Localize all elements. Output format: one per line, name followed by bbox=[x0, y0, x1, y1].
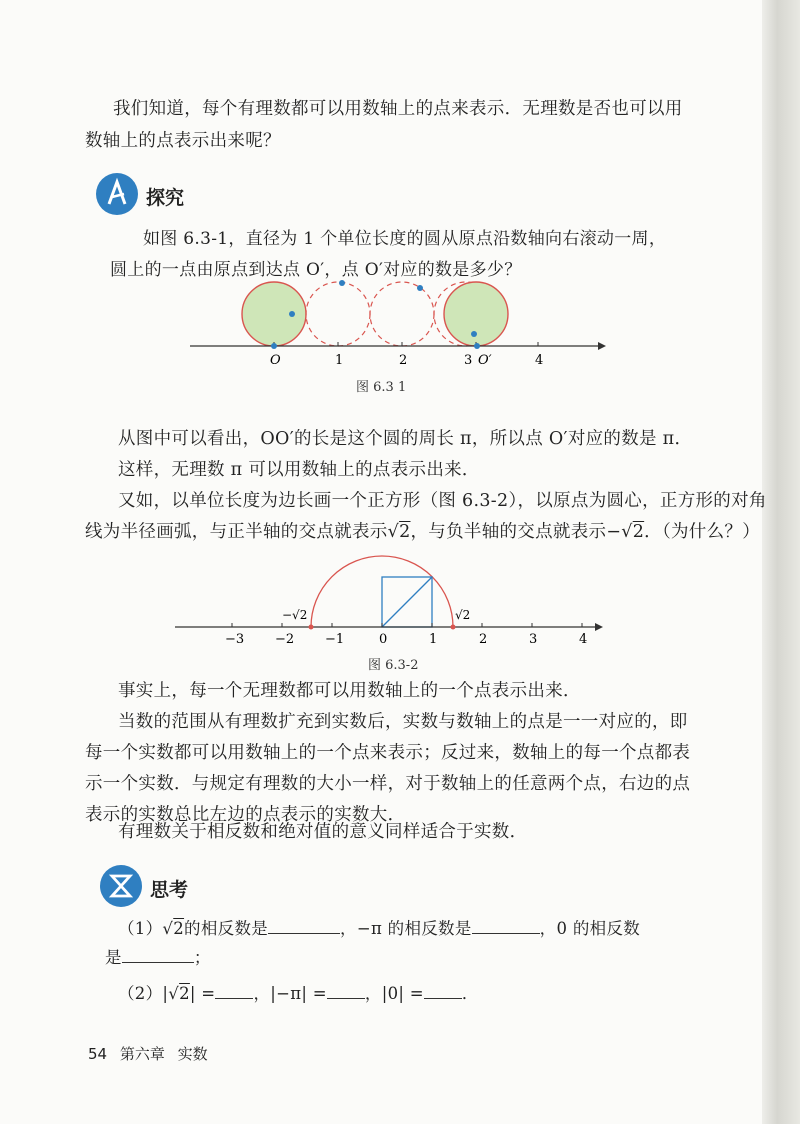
start-circle bbox=[242, 282, 306, 346]
tick-label-3: 3 bbox=[464, 353, 473, 368]
topic-label: 实数 bbox=[177, 1045, 208, 1063]
sqrt2-figure bbox=[170, 555, 610, 647]
answer-blank-1[interactable] bbox=[268, 915, 340, 934]
explore-title: 探究 bbox=[146, 187, 185, 209]
svg-text:−1: −1 bbox=[325, 632, 345, 647]
think-icon bbox=[100, 865, 142, 907]
svg-text:4: 4 bbox=[579, 632, 588, 647]
explore-question-line-2: 圆上的一点由原点到达点 O′，点 O′对应的数是多少？ bbox=[110, 260, 522, 280]
body-line-4: 示一个实数．与规定有理数的大小一样，对于数轴上的任意两个点，右边的点 bbox=[85, 774, 691, 794]
intro-line-2: 数轴上的点表示出来呢？ bbox=[85, 131, 281, 151]
chapter-label: 第六章 bbox=[119, 1045, 165, 1063]
body-line-5: 表示的实数总比左边的点表示的实数大． bbox=[85, 805, 406, 825]
para-line-3: 又如，以单位长度为边长画一个正方形（图 6.3-2），以原点为圆心，正方形的对角 bbox=[118, 491, 767, 511]
axis-arrow bbox=[598, 342, 606, 350]
tick-label-o: O bbox=[270, 353, 281, 368]
endpoint-o-prime bbox=[474, 343, 480, 349]
endpoint-label: O′ bbox=[478, 353, 492, 368]
answer-blank-4[interactable] bbox=[215, 980, 253, 999]
tick-label-4: 4 bbox=[535, 353, 544, 368]
explore-icon bbox=[96, 173, 138, 215]
svg-text:−3: −3 bbox=[225, 632, 245, 647]
rolling-circle-figure bbox=[180, 278, 610, 378]
para-line-4: 线为半径画弧，与正半轴的交点就表示√2，与负半轴的交点就表示−√2．（为什么？） bbox=[85, 522, 761, 542]
page-edge-shadow bbox=[762, 0, 800, 1124]
answer-blank-5[interactable] bbox=[327, 980, 365, 999]
answer-blank-2[interactable] bbox=[472, 915, 540, 934]
svg-text:2: 2 bbox=[479, 632, 488, 647]
para-line-2: 这样，无理数 π 可以用数轴上的点表示出来． bbox=[118, 460, 480, 480]
answer-blank-3[interactable] bbox=[122, 944, 194, 963]
body-line-3: 每一个实数都可以用数轴上的一个点来表示；反过来，数轴上的每一个点都表 bbox=[85, 743, 691, 763]
square-diagonal bbox=[382, 577, 432, 627]
svg-text:1: 1 bbox=[429, 632, 438, 647]
body-line-1: 事实上，每一个无理数都可以用数轴上的一个点表示出来． bbox=[118, 681, 581, 701]
end-circle bbox=[444, 282, 508, 346]
think-question-1: （1）√2的相反数是 ，−π 的相反数是 ，0 的相反数 bbox=[118, 915, 640, 943]
explore-question-line-1: 如图 6.3-1，直径为 1 个单位长度的圆从原点沿数轴向右滚动一周， bbox=[143, 229, 667, 249]
think-title: 思考 bbox=[150, 879, 189, 901]
figure-2-caption: 图 6.3-2 bbox=[368, 658, 419, 673]
neg-sqrt2-label: −√2 bbox=[282, 608, 308, 622]
body-line-2: 当数的范围从有理数扩充到实数后，实数与数轴上的点是一一对应的，即 bbox=[118, 712, 688, 732]
pos-sqrt2-label: √2 bbox=[455, 608, 471, 622]
svg-text:0: 0 bbox=[379, 632, 388, 647]
intro-line-1: 我们知道，每个有理数都可以用数轴上的点来表示．无理数是否也可以用 bbox=[113, 99, 683, 119]
svg-text:3: 3 bbox=[529, 632, 538, 647]
body-line-6: 有理数关于相反数和绝对值的意义同样适合于实数． bbox=[118, 822, 528, 842]
para-line-1: 从图中可以看出，OO′的长是这个圆的周长 π，所以点 O′对应的数是 π． bbox=[118, 429, 693, 449]
figure-1-caption: 图 6.3 1 bbox=[356, 380, 407, 395]
answer-blank-6[interactable] bbox=[424, 980, 462, 999]
page-footer bbox=[88, 1043, 208, 1064]
tick-label-1: 1 bbox=[335, 353, 344, 368]
svg-text:−2: −2 bbox=[275, 632, 295, 647]
rolling-circle-3 bbox=[370, 282, 434, 346]
think-question-1-cont: 是 ； bbox=[105, 944, 211, 972]
rolling-circle-2 bbox=[306, 282, 370, 346]
tick-label-2: 2 bbox=[399, 353, 408, 368]
origin-point bbox=[271, 343, 277, 349]
neg-sqrt2-point bbox=[309, 625, 314, 630]
pos-sqrt2-point bbox=[451, 625, 456, 630]
think-question-2: （2）|√2| = ，|−π| = ，|0| = ． bbox=[118, 980, 479, 1008]
page-number: 54 bbox=[88, 1045, 108, 1063]
